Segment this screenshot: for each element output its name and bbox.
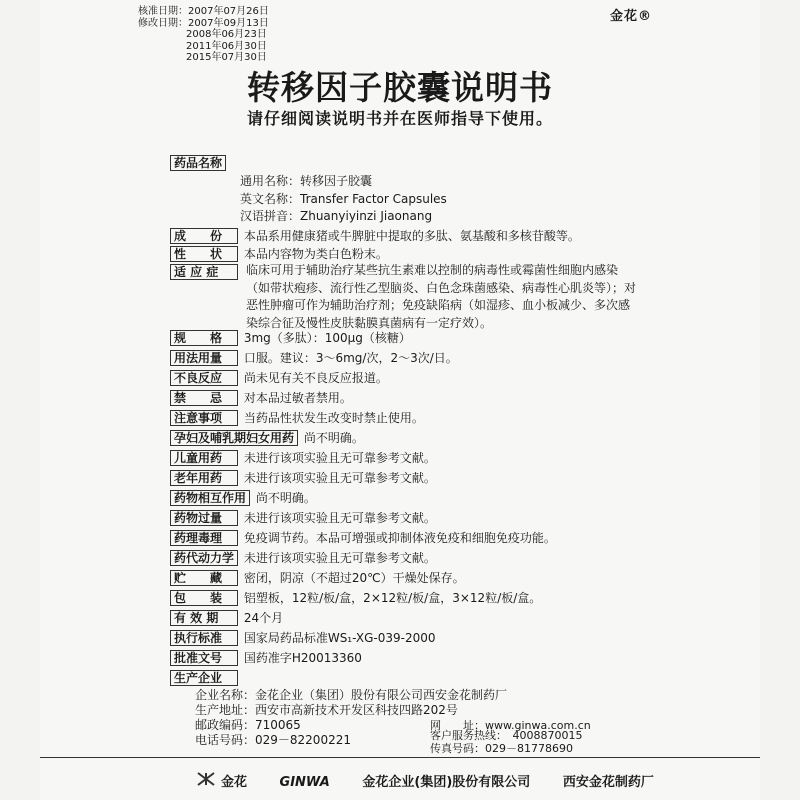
footer-brand: 金花 [221,775,248,790]
revised-date-3: 2011年06月30日 [186,40,267,52]
revised-date: 修改日期：2007年09月13日 [138,17,269,29]
approval-text: 国药准字H20013360 [243,651,362,665]
children-row [170,450,436,466]
storage-row [170,570,465,586]
revised-date-2: 2008年06月23日 [186,29,267,40]
overdose-row [170,510,436,526]
adverse-row [170,370,388,386]
interactions-text: 尚不明确。 [255,491,316,505]
precautions-text: 当药品性状发生改变时禁止使用。 [243,411,424,425]
company-website: 网 址：www.ginwa.com.cn [430,719,591,732]
footer-bar [195,771,682,790]
drug-name-label: 药品名称 [170,155,226,171]
english-name: 英文名称：Transfer Factor Capsules [240,192,447,206]
elderly-label: 老年用药 [170,470,238,486]
document-title: 转移因子胶囊说明书 [247,68,553,107]
company-hotline: 客户服务热线： 4008870015 [430,729,583,742]
children-label: 儿童用药 [170,450,238,466]
overdose-label: 药物过量 [170,510,238,526]
revised-date-4: 2015年07月30日 [186,52,267,63]
contra-row [170,390,352,406]
pharmacology-text: 免疫调节药。本品可增强或抑制体液免疫和细胞免疫功能。 [243,531,556,545]
pregnancy-label: 孕妇及哺乳期妇女用药 [170,430,298,446]
specification-label: 规 格 [170,330,238,346]
package-label: 包 装 [170,590,238,606]
composition-text: 本品系用健康猪或牛脾脏中提取的多肽、氨基酸和多核苷酸等。 [243,229,580,243]
company-name: 企业名称：金花企业（集团）股份有限公司西安金花制药厂 [195,688,508,702]
precautions-label: 注意事项 [170,410,238,426]
document-subtitle: 请仔细阅读说明书并在医师指导下使用。 [246,109,553,128]
adverse-label: 不良反应 [170,370,238,386]
standard-row [170,630,435,646]
character-label: 性 状 [170,246,238,262]
approval-row [170,650,362,666]
pregnancy-text: 尚不明确。 [303,431,364,445]
contra-text: 对本品过敏者禁用。 [243,391,352,405]
standard-label: 执行标准 [170,630,238,646]
package-text: 铝塑板，12粒/板/盒，2×12粒/板/盒，3×12粒/板/盒。 [243,591,542,605]
children-text: 未进行该项实验且无可靠参考文献。 [243,451,436,465]
precautions-row [170,410,424,426]
dosage-label: 用法用量 [170,350,238,366]
composition-label: 成 份 [170,228,238,244]
footer-brand-en: GINWA [279,775,330,790]
indications-text: 临床可用于辅助治疗某些抗生素难以控制的病毒性或霉菌性细胞内感染（如带状疱疹、流行性乙型脑炎、白色念珠菌感染、病毒性心肌炎等）；对恶性肿瘤可作为辅助治疗剂；免疫缺陷病（如湿疹、血小板减少、多次感染综合征及慢性皮肤黏膜真菌病有一定疗效）。 [246,263,637,330]
overdose-text: 未进行该项实验且无可靠参考文献。 [243,511,436,525]
character-row [170,246,388,262]
composition-row [170,228,580,244]
approved-date: 核准日期：2007年07月26日 [138,6,269,17]
validity-label: 有 效 期 [170,610,238,626]
validity-text: 24个月 [243,611,284,625]
interactions-row [170,490,316,506]
date-block [138,6,269,64]
pharmacology-row [170,530,556,546]
pregnancy-row [170,430,364,446]
footer-company: 金花企业(集团)股份有限公司 [362,775,531,790]
indications-row [170,264,240,280]
generic-name: 通用名称：转移因子胶囊 [240,174,373,188]
package-row [170,590,541,606]
footer-divider [40,757,760,758]
standard-text: 国家局药品标准WS₁-XG-039-2000 [243,631,436,645]
approval-label: 批准文号 [170,650,238,666]
pharmacokinetics-label: 药代动力学 [170,550,238,566]
indications-label: 适 应 症 [170,264,238,280]
pharmacology-label: 药理毒理 [170,530,238,546]
adverse-text: 尚未见有关不良反应报道。 [243,371,388,385]
elderly-row [170,470,436,486]
pinyin-name: 汉语拼音：Zhuanyiyinzi Jiaonang [240,209,433,223]
character-text: 本品内容物为类白色粉末。 [243,247,388,261]
contra-label: 禁 忌 [170,390,238,406]
manufacturer-row [170,670,240,686]
company-postcode: 邮政编码：710065 [195,718,301,732]
interactions-label: 药物相互作用 [170,490,250,506]
specification-row [170,330,411,346]
company-phone: 电话号码：029－82200221 [195,733,351,747]
elderly-text: 未进行该项实验且无可靠参考文献。 [243,471,436,485]
storage-text: 密闭，阴凉（不超过20℃）干燥处保存。 [243,571,465,585]
validity-row [170,610,283,626]
pharmacokinetics-row [170,550,436,566]
footer-factory: 西安金花制药厂 [562,775,654,790]
specification-text: 3mg（多肽）：100μg（核糖） [243,331,411,345]
brand-logo-top: 金花® [610,9,653,24]
storage-label: 贮 藏 [170,570,238,586]
drug-name-section [170,155,228,171]
manufacturer-label: 生产企业 [170,670,238,686]
company-fax: 传真号码：029－81778690 [430,742,573,755]
dosage-text: 口服。建议：3～6mg/次，2～3次/日。 [243,351,458,365]
dosage-row [170,350,458,366]
pharmacokinetics-text: 未进行该项实验且无可靠参考文献。 [243,551,436,565]
company-address: 生产地址：西安市高新技术开发区科技四路202号 [195,703,458,717]
